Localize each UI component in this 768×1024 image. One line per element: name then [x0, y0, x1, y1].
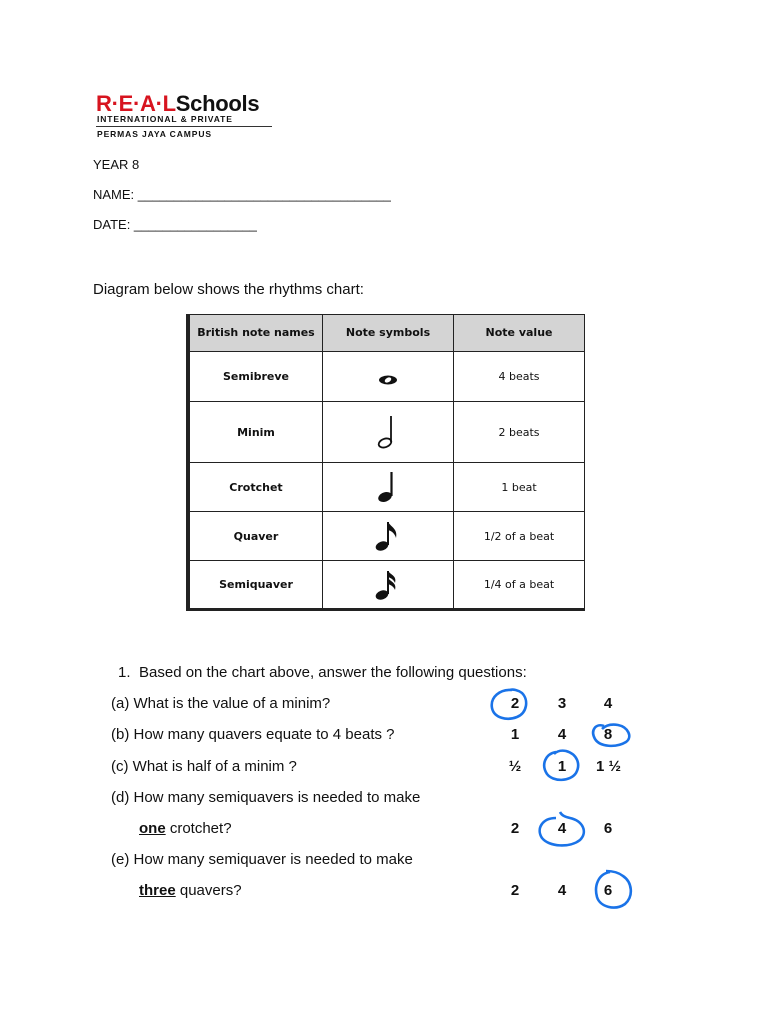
option-e-2: 4 — [557, 882, 567, 899]
note-name: Semibreve — [188, 352, 323, 402]
option-d-1: 2 — [510, 820, 520, 837]
option-b-3: 8 — [603, 726, 613, 743]
note-name: Quaver — [188, 512, 323, 561]
note-name: Minim — [188, 402, 323, 463]
option-a-1: 2 — [510, 695, 520, 712]
year-label: YEAR 8 — [93, 157, 140, 172]
note-value: 2 beats — [454, 402, 585, 463]
option-c-1: ½ — [508, 758, 522, 775]
question-d-continued: one crotchet? — [139, 820, 232, 837]
answer-circle-c — [544, 751, 578, 780]
question-number: 1. — [118, 664, 131, 681]
option-b-1: 1 — [510, 726, 520, 743]
answer-circle-a — [492, 690, 526, 719]
option-a-3: 4 — [603, 695, 613, 712]
logo-campus: PERMAS JAYA CAMPUS — [97, 129, 212, 139]
note-name: Crotchet — [188, 463, 323, 512]
intro-text: Diagram below shows the rhythms chart: — [93, 281, 364, 298]
answer-circle-b — [593, 725, 629, 746]
option-d-2: 4 — [557, 820, 567, 837]
option-b-2: 4 — [557, 726, 567, 743]
answer-circle-e — [596, 871, 631, 908]
question-title: Based on the chart above, answer the following questions: — [139, 664, 527, 681]
question-b: (b) How many quavers equate to 4 beats ? — [111, 726, 395, 743]
header-note-symbols: Note symbols — [323, 315, 454, 352]
option-e-3: 6 — [603, 882, 613, 899]
date-field: DATE: _________________ — [93, 217, 257, 232]
question-e: (e) How many semiquaver is needed to make — [111, 851, 413, 868]
logo-subtitle: INTERNATIONAL & PRIVATE — [97, 114, 233, 124]
option-e-1: 2 — [510, 882, 520, 899]
option-a-2: 3 — [557, 695, 567, 712]
note-value: 4 beats — [454, 352, 585, 402]
option-c-2: 1 — [557, 758, 567, 775]
header-note-names: British note names — [188, 315, 323, 352]
note-value: 1/2 of a beat — [454, 512, 585, 561]
option-c-3: 1 ½ — [596, 758, 622, 775]
logo-wordmark: R·E·A·LSchools — [96, 91, 260, 116]
question-e-continued: three quavers? — [139, 882, 242, 899]
note-value: 1 beat — [454, 463, 585, 512]
header-note-value: Note value — [454, 315, 585, 352]
name-field: NAME: ___________________________________ — [93, 187, 391, 202]
question-a: (a) What is the value of a minim? — [111, 695, 331, 712]
note-value: 1/4 of a beat — [454, 561, 585, 610]
note-name: Semiquaver — [188, 561, 323, 610]
question-d: (d) How many semiquavers is needed to make — [111, 789, 421, 806]
question-c: (c) What is half of a minim ? — [111, 758, 297, 775]
option-d-3: 6 — [603, 820, 613, 837]
answer-circle-d — [540, 812, 584, 845]
